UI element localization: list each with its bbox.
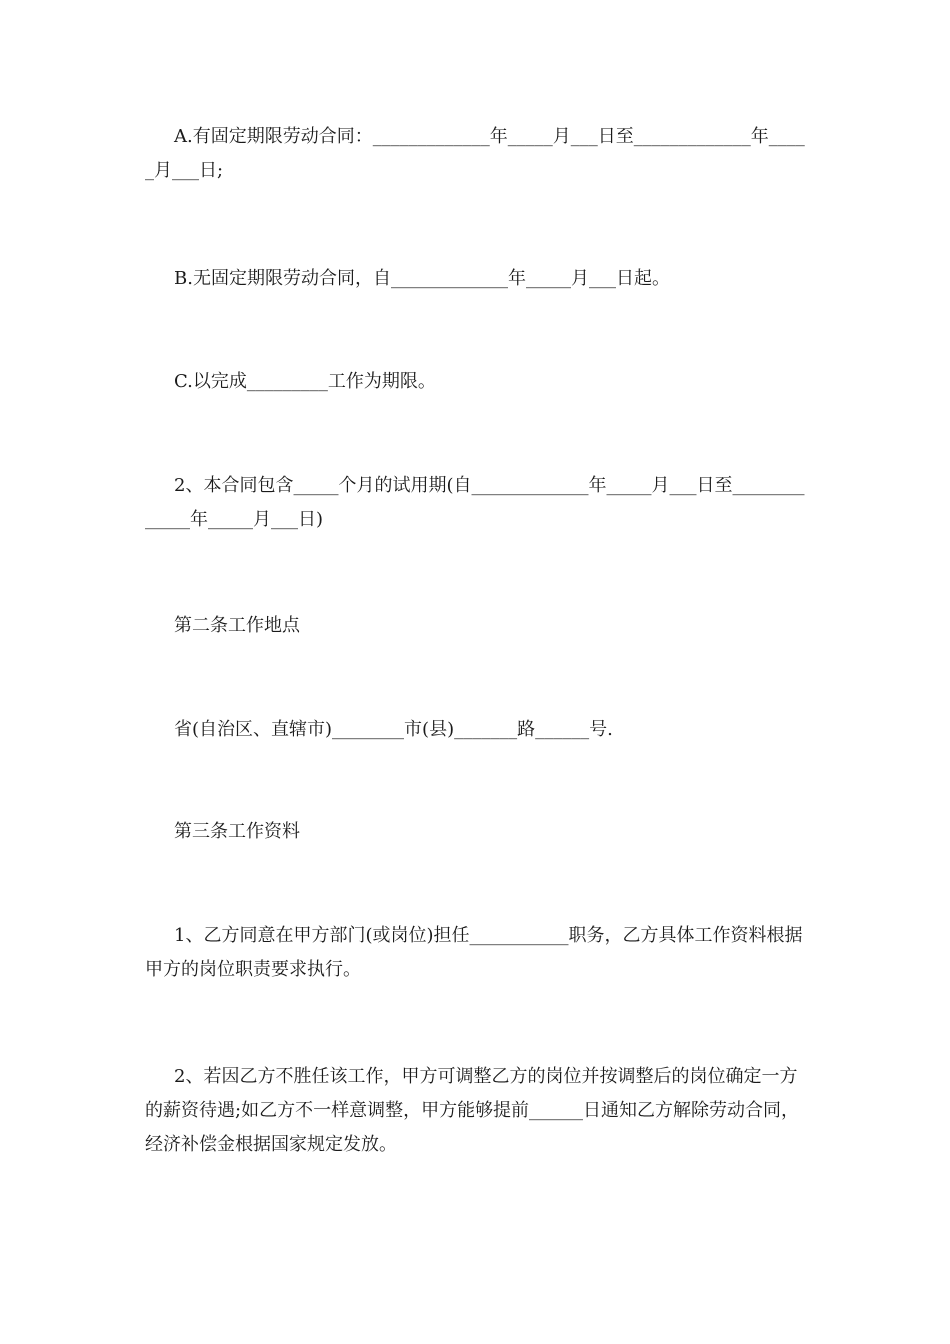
job-position-clause: 1、乙方同意在甲方部门(或岗位)担任___________职务，乙方具体工作资料根据甲方的岗位职责要求执行。 bbox=[145, 925, 803, 980]
position-adjustment-clause: 2、若因乙方不胜任该工作，甲方可调整乙方的岗位并按调整后的岗位确定一方的薪资待遇;如乙方不一样意调整，甲方能够提前______日通知乙方解除劳动合同，经济补偿金根据国家规定发放。 bbox=[145, 1066, 800, 1155]
article-two-heading: 第二条工作地点 bbox=[174, 615, 300, 636]
probation-period-clause: 2、本合同包含_____个月的试用期(自_____________年_____月___日至_____________年_____月___日) bbox=[145, 475, 805, 530]
fixed-term-contract-clause: A.有固定期限劳动合同：_____________年_____月___日至_____________年_____月___日; bbox=[145, 126, 805, 181]
article-three-heading: 第三条工作资料 bbox=[174, 821, 300, 842]
open-ended-contract-clause: B.无固定期限劳动合同，自_____________年_____月___日起。 bbox=[174, 268, 670, 289]
work-location-clause: 省(自治区、直辖市)________市(县)_______路______号. bbox=[174, 719, 613, 740]
task-based-contract-clause: C.以完成_________工作为期限。 bbox=[174, 371, 436, 392]
